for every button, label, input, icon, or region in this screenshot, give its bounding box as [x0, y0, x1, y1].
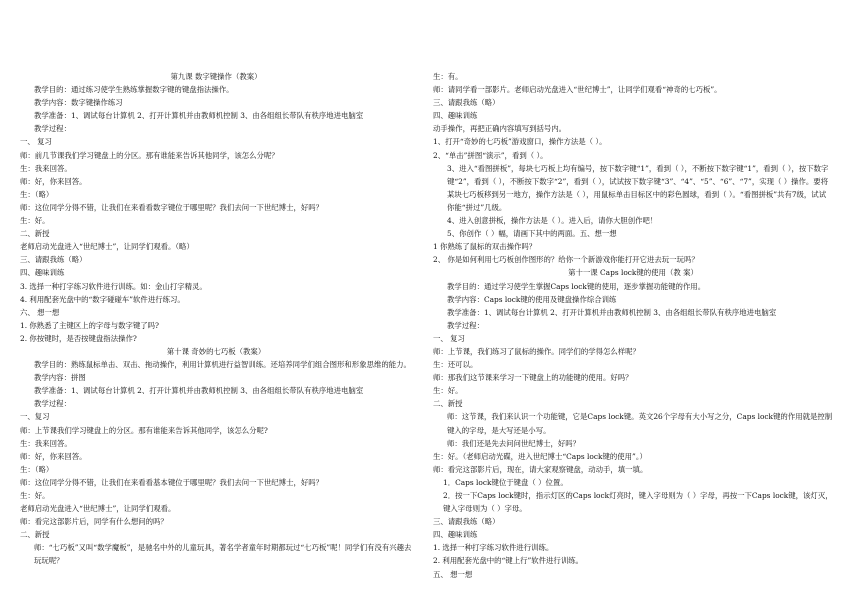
- left-column: [20, 70, 412, 568]
- text-line: 2、 你是如何利用七巧板创作图形的？给你一个新游戏你能打开它进去玩一玩吗？: [433, 255, 699, 265]
- text-line: 2、“单击”拼图“演示”，看到（ ）。: [433, 150, 548, 160]
- text-line: 师：看完这部影片后，现在，请大家观察键盘，动动手，填一填。: [433, 464, 648, 474]
- text-line: 教学准备：1、调试每台计算机 2、打开计算机并由教师机控制 3、由各组组长带队有秩序地进电脑室: [447, 307, 777, 317]
- text-line: 生：（略）: [20, 189, 54, 199]
- text-line: 师：“七巧板”又叫“数学魔板”，是驰名中外的儿童玩具，著名学者童年时期都玩过“七巧板”呢！同学们有没有兴趣去玩玩呢？: [34, 543, 412, 566]
- text-line: 4、进入创意拼板，操作方法是（ ）。进入后，请你大胆创作吧！: [447, 216, 658, 226]
- text-line: 教学过程：: [34, 124, 71, 134]
- text-line: 教学内容：数字键操作练习: [34, 98, 123, 108]
- right-column: [433, 70, 833, 581]
- text-line: 二、新授: [20, 530, 50, 540]
- text-line: 生：好。: [20, 491, 50, 500]
- text-line: 3. 选择一种打字练习软件进行训练。如：金山打字精灵。: [20, 281, 207, 291]
- text-line: 第十一课 Caps lock键的使用（教 案）: [568, 268, 698, 278]
- text-line: 生：（略）: [20, 464, 54, 474]
- text-line: 四、趣味训练: [20, 268, 65, 278]
- text-line: 1．Caps lock键位于键盘（ ）位置。: [443, 477, 568, 487]
- text-line: 2. 你按键时，是否按键盘指法操作?: [20, 333, 137, 343]
- text-line: 四、趣味训练: [433, 530, 478, 540]
- text-line: 三、请跟我练（略）: [433, 98, 500, 108]
- text-line: 动手操作，再把正确内容填写到括号内。: [433, 124, 567, 134]
- text-line: 1. 选择一种打字练习软件进行训练。: [433, 543, 554, 553]
- text-line: 师：上节课我们学习键盘上的分区。那有谁能来告诉其他同学，该怎么分呢?: [20, 425, 268, 435]
- text-line: 一、 复习: [20, 137, 52, 147]
- text-line: 3、进入“看图拼板”，每块七巧板上均有编号，按下数字键“1”，看到（ ），不断按下数字键“1”，看到（ ），按下数字键“2”，看到（ ），不断按下数字“2”，看到（ ），试试按下数字键“3”、“4”、“5”、“6”、“7”，实现（ ）操作。要将某块七巧板移到另一地方，操作方法是（ ），用鼠标单击目标区中的彩色圆球，看到（ ）。“看图拼板”共有7级，试试你能“拼过”几级。: [447, 163, 829, 212]
- text-line: 教学目的：熟练鼠标单击、双击、拖动操作，利用计算机进行益智训练。还培养同学们组合图形和形象思维的能力。: [34, 360, 411, 370]
- text-line: 2. 利用配套光盘中的“键上行”软件进行训练。: [433, 556, 583, 566]
- text-line: 教学准备：1、调试每台计算机 2、打开计算机并由教师机控制 3、由各组组长带队有秩序地进电脑室: [34, 111, 364, 121]
- text-line: 师：好，你来回答。: [20, 176, 87, 186]
- text-line: 师：请同学看一部影片。老师启动光盘进入“世纪博士”，让同学们观看“神奇的七巧板”。: [433, 85, 722, 95]
- text-line: 一、复习: [20, 412, 50, 422]
- text-line: 师：看完这部影片后，同学有什么想问的吗？: [20, 517, 168, 527]
- text-line: 师：前几节课我们学习键盘上的分区。那有谁能来告诉其他同学，该怎么分呢？: [20, 150, 279, 160]
- text-line: 生：我来回答。: [20, 438, 72, 448]
- text-line: 六、 想一想: [20, 307, 60, 317]
- text-line: 2．按一下Caps lock键时，指示灯区的Caps lock灯亮时，键入字母则为（ ）字母，再按一下Caps lock键，该灯灭，键入字母则为（ ）字母。: [443, 491, 833, 514]
- text-line: 生：有。: [433, 72, 463, 81]
- text-line: 师：这节课，我们来认识一个功能键，它是Caps lock键。英文26个字母有大小写之分，Caps lock键的作用就是控制键入的字母，是大写还是小写。: [447, 412, 833, 435]
- text-line: 三、请跟我练（略）: [433, 517, 500, 527]
- text-line: 二、新授: [20, 229, 50, 239]
- text-line: 生：好。: [433, 386, 463, 396]
- text-line: 师：上节课，我们练习了鼠标的操作。同学们的学得怎么样呢？: [433, 346, 640, 356]
- text-line: 教学过程：: [34, 399, 71, 409]
- text-line: 生：好。（老师启动光碟，进入世纪博士“Caps lock键的使用”。）: [433, 451, 647, 461]
- text-line: 师：那我们这节课来学习一下键盘上的功能键的使用。好吗？: [433, 373, 633, 383]
- text-line: 1. 你熟悉了主键区上的字母与数字键了吗?: [20, 320, 160, 330]
- text-line: 师：这位同学分得不错，让我们在来看看数字键位于哪里呢？我们去问一下世纪博士，好吗？: [20, 202, 324, 212]
- text-line: 4. 利用配套光盘中的“数字碰碰车”软件进行练习。: [20, 294, 185, 304]
- text-line: 四、趣味训练: [433, 111, 478, 121]
- text-line: 1 你熟练了鼠标的双击操作吗？: [433, 242, 537, 252]
- text-line: 教学目的：通过学习使学生掌握Caps lock键的使用，逐步掌握功能键的作用。: [447, 281, 706, 291]
- text-line: 一、 复习: [433, 333, 465, 343]
- text-line: 师：这位同学分得不错，让我们在来看看基本键位于哪里呢？我们去问一下世纪博士，好吗？: [20, 477, 324, 487]
- text-line: 5、你创作（ ）幅，请画下其中的两面。五、想一想: [447, 229, 617, 239]
- text-line: 第十课 奇妙的七巧板（教案）: [166, 346, 266, 356]
- text-line: 生：我来回答。: [20, 163, 72, 173]
- text-line: 三、请跟我练（略）: [20, 255, 87, 265]
- text-line: 生：还可以。: [433, 360, 478, 370]
- text-line: 教学内容：Caps lock键的使用及键盘操作综合训练: [447, 294, 617, 304]
- text-line: 教学目的：通过练习使学生熟练掌握数字键的键盘指法操作。: [34, 85, 234, 95]
- text-line: 教学内容：拼图: [34, 373, 86, 383]
- text-line: 二、新授: [433, 399, 463, 409]
- text-line: 老师启动光盘进入“世纪博士”，让同学们观看。（略）: [20, 242, 194, 252]
- text-line: 教学准备：1、调试每台计算机 2、打开计算机并由教师机控制 3、由各组组长带队有秩序地进电脑室: [34, 386, 364, 396]
- text-line: 1、打开“奇妙的七巧板”游戏窗口，操作方法是（ ）。: [433, 137, 607, 147]
- text-line: 五、 想一想: [433, 569, 473, 579]
- text-line: 老师启动光盘进入“世纪博士”，让同学们观看。: [20, 504, 176, 514]
- text-line: 师：我们还是先去问问世纪博士，好吗？: [447, 438, 581, 448]
- text-line: 第九课 数字键操作（教案）: [170, 72, 262, 81]
- text-line: 生：好。: [20, 216, 50, 226]
- text-line: 教学过程：: [447, 320, 484, 330]
- text-line: 师：好，你来回答。: [20, 451, 87, 461]
